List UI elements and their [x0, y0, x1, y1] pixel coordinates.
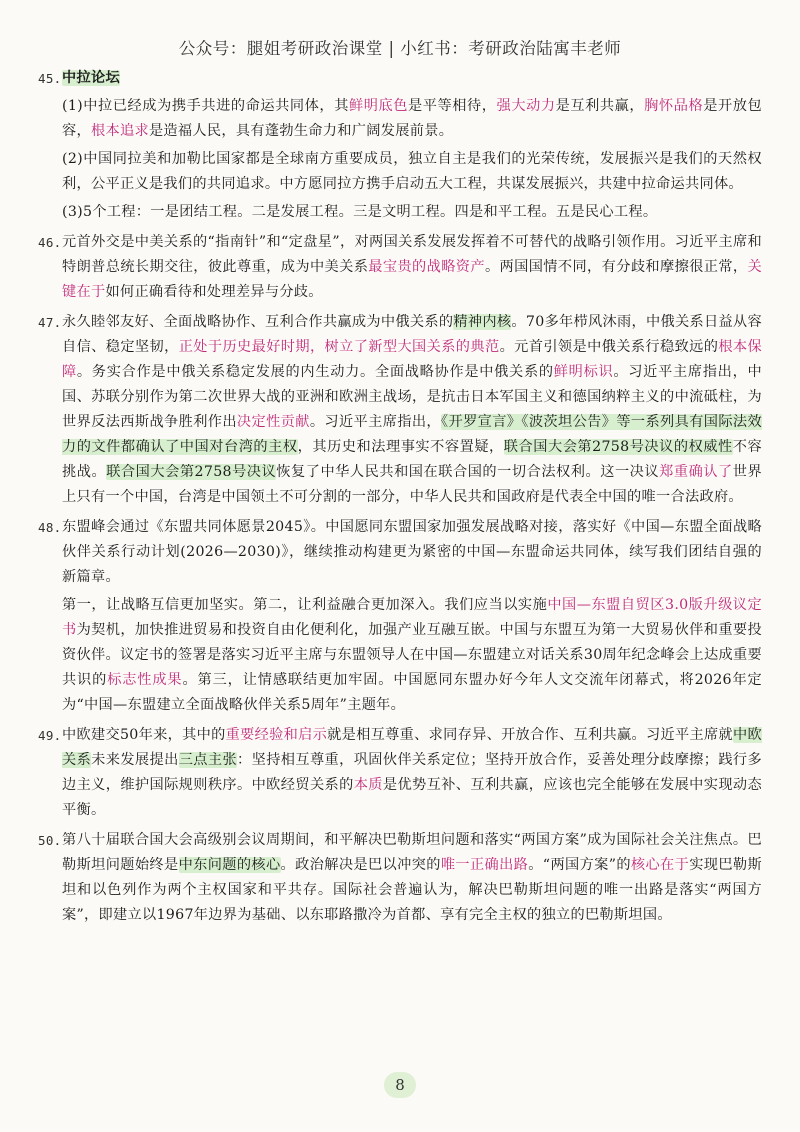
text-run: 元首外交是中美关系的“指南针”和“定盘星”，对两国关系发展发挥着不可替代的战略引领作用。习近平主席和特朗普总统长期交往，彼此尊重，成为中美关系 — [62, 234, 762, 275]
item-number: 47. — [38, 315, 62, 330]
list-item — [38, 66, 762, 228]
text-run: ，其历史和法理事实不容置疑， — [297, 439, 504, 455]
text-run: 实现巴勒斯坦和以色列作为两个主权国家和平共存。国际社会普遍认为，解决巴勒斯坦问题的唯一出路是落实“两国方案”，即建立以1967年边界为基础、以东耶路撒冷为首都、享有完全主权的独立的巴勒斯坦国。 — [62, 857, 762, 923]
content-list — [38, 66, 762, 931]
emphasis-text: 胸怀品格 — [644, 98, 704, 114]
emphasis-text: 中国—东盟自贸区3.0版升级议定书 — [62, 597, 762, 638]
text-run: 第一，让战略互信更加坚实。第二，让利益融合更加深入。我们应当以实施 — [62, 597, 548, 613]
highlight-text: 联合国大会第2758号决议的权威性 — [503, 439, 733, 455]
emphasis-text: 本质 — [353, 777, 383, 793]
text-run: 为契机，加快推进贸易和投资自由化便利化，加强产业互融互嵌。中国与东盟互为第一大贸易伙伴和重要投资伙伴。议定书的签署是落实习近平主席与东盟领导人在中国—东盟建立对话关系30周年纪念峰会上达成重要共识的 — [62, 622, 762, 688]
paragraph — [62, 66, 762, 91]
emphasis-text: 鲜明底色 — [348, 98, 408, 114]
item-number: 45. — [38, 71, 62, 86]
emphasis-text: 重要经验和启示 — [225, 727, 328, 743]
text-run: (2)中国同拉美和加勒比国家都是全球南方重要成员，独立自主是我们的光荣传统，发展振兴是我们的天然权利，公平正义是我们的共同追求。中方愿同拉方携手启动五大工程，共谋发展振兴，共建中拉命运共同体。 — [62, 151, 762, 192]
text-run: 东盟峰会通过《东盟共同体愿景2045》。中国愿同东盟国家加强发展战略对接，落实好《中国—东盟全面战略伙伴关系行动计划(2026—2030)》，继续推动构建更为紧密的中国—东盟命运共同体，续写我们团结自强的新篇章。 — [62, 519, 762, 585]
text-run: 是开放包容， — [62, 98, 762, 139]
paragraph — [62, 828, 762, 928]
paragraph — [62, 200, 762, 225]
text-run: 如何正确看待和处理差异与分歧。 — [105, 284, 323, 300]
text-run: 。元首引领是中俄关系行稳致远的 — [499, 339, 719, 355]
text-run: (1)中拉已经成为携手共进的命运共同体，其 — [62, 98, 349, 114]
paragraph — [62, 94, 762, 144]
text-run: 是平等相待， — [408, 98, 497, 114]
highlight-text: 联合国大会第2758号决议 — [106, 464, 277, 480]
emphasis-text: 唯一正确出路 — [440, 857, 529, 873]
text-run: 。习近平主席指出， — [309, 414, 442, 430]
item-number: 49. — [38, 728, 62, 743]
item-number: 50. — [38, 833, 62, 848]
page-footer — [0, 1072, 800, 1098]
item-body — [62, 230, 762, 308]
text-run: (3)5个工程：一是团结工程。二是发展工程。三是文明工程。四是和平工程。五是民心工程。 — [62, 204, 658, 220]
highlight-text: 《开罗宣言》《波茨坦公告》等一系列具有国际法效力的文件都确认了中国对台湾的主权 — [62, 414, 762, 455]
emphasis-text: 根本追求 — [90, 123, 149, 139]
emphasis-text: 鲜明标识 — [553, 364, 614, 380]
text-run: 。政治解决是巴以冲突的 — [280, 857, 441, 873]
item-body — [62, 66, 762, 228]
highlight-text: 中拉论坛 — [62, 70, 120, 86]
paragraph — [62, 593, 762, 718]
emphasis-text: 核心在于 — [630, 857, 690, 873]
item-body — [62, 828, 762, 931]
paragraph — [62, 723, 762, 823]
page-number: 8 — [384, 1072, 416, 1098]
text-run: 是优势互补、互利共赢，应该也完全能够在发展中实现动态平衡。 — [62, 777, 762, 818]
text-run: 。习近平主席指出，中国、苏联分别作为第二次世界大战的亚洲和欧洲主战场，是抗击日本军国主义和德国纳粹主义的中流砥柱，为世界反法西斯战争胜利作出 — [62, 364, 762, 430]
text-run: 第八十届联合国大会高级别会议周期间，和平解决巴勒斯坦问题和落实“两国方案”成为国际社会关注焦点。巴勒斯坦问题始终是 — [62, 832, 762, 873]
text-run: 。两国国情不同，有分歧和摩擦很正常， — [484, 259, 748, 275]
text-run: 。务实合作是中俄关系稳定发展的内生动力。全面战略协作是中俄关系的 — [76, 364, 554, 380]
emphasis-text: 正处于历史最好时期，树立了新型大国关系的典范 — [178, 339, 500, 355]
text-run: 。“两国方案”的 — [528, 857, 631, 873]
item-body — [62, 515, 762, 721]
emphasis-text: 根本保障 — [62, 339, 763, 380]
item-body — [62, 723, 762, 826]
text-run: 未来发展提出 — [91, 752, 179, 768]
paragraph — [62, 515, 762, 590]
emphasis-text: 标志性成果 — [107, 672, 183, 688]
list-item — [38, 515, 762, 721]
text-run: 。70多年栉风沐雨，中俄关系日益从容自信、稳定坚韧， — [62, 314, 762, 355]
text-run: 是互利共赢， — [555, 98, 645, 114]
item-body — [62, 310, 762, 513]
text-run: 中欧建交50年来，其中的 — [62, 727, 226, 743]
text-run: 。第三，让情感联结更加牢固。中国愿同东盟办好今年人文交流年闭幕式，将2026年定为“中国—东盟建立全面战略伙伴关系5周年”主题年。 — [62, 672, 762, 713]
highlight-text: 中东问题的核心 — [178, 857, 281, 873]
highlight-text: 精神内核 — [453, 314, 512, 330]
item-number: 48. — [38, 520, 62, 535]
item-number: 46. — [38, 235, 62, 250]
text-run: 永久睦邻友好、全面战略协作、互利合作共赢成为中俄关系的 — [62, 314, 454, 330]
text-run: 就是相互尊重、求同存异、开放合作、互利共赢。习近平主席就 — [327, 727, 734, 743]
text-run: 世界上只有一个中国，台湾是中国领土不可分割的一部分，中华人民共和国政府是代表全中国的唯一合法政府。 — [62, 464, 762, 505]
paragraph — [62, 310, 762, 510]
page-header: 公众号：腿姐考研政治课堂 | 小红书：考研政治陆寓丰老师 — [178, 39, 622, 58]
emphasis-text: 强大动力 — [496, 98, 556, 114]
emphasis-text: 郑重确认了 — [659, 464, 733, 480]
list-item — [38, 310, 762, 513]
paragraph — [62, 147, 762, 197]
list-item — [38, 828, 762, 931]
text-run: 恢复了中华人民共和国在联合国的一切合法权利。这一决议 — [276, 464, 660, 480]
paragraph — [62, 230, 762, 305]
emphasis-text: 决定性贡献 — [236, 414, 310, 430]
text-run: 不容挑战。 — [62, 439, 762, 480]
highlight-text: 三点主张 — [178, 752, 238, 768]
highlight-text: 中欧关系 — [62, 727, 762, 768]
text-run: ：坚持相互尊重，巩固伙伴关系定位；坚持开放合作，妥善处理分歧摩擦；践行多边主义，维护国际规则秩序。中欧经贸关系的 — [62, 752, 762, 793]
emphasis-text: 关键在于 — [62, 259, 762, 300]
list-item — [38, 723, 762, 826]
emphasis-text: 最宝贵的战略资产 — [368, 259, 485, 275]
list-item — [38, 230, 762, 308]
text-run: 是造福人民，具有蓬勃生命力和广阔发展前景。 — [148, 123, 454, 139]
